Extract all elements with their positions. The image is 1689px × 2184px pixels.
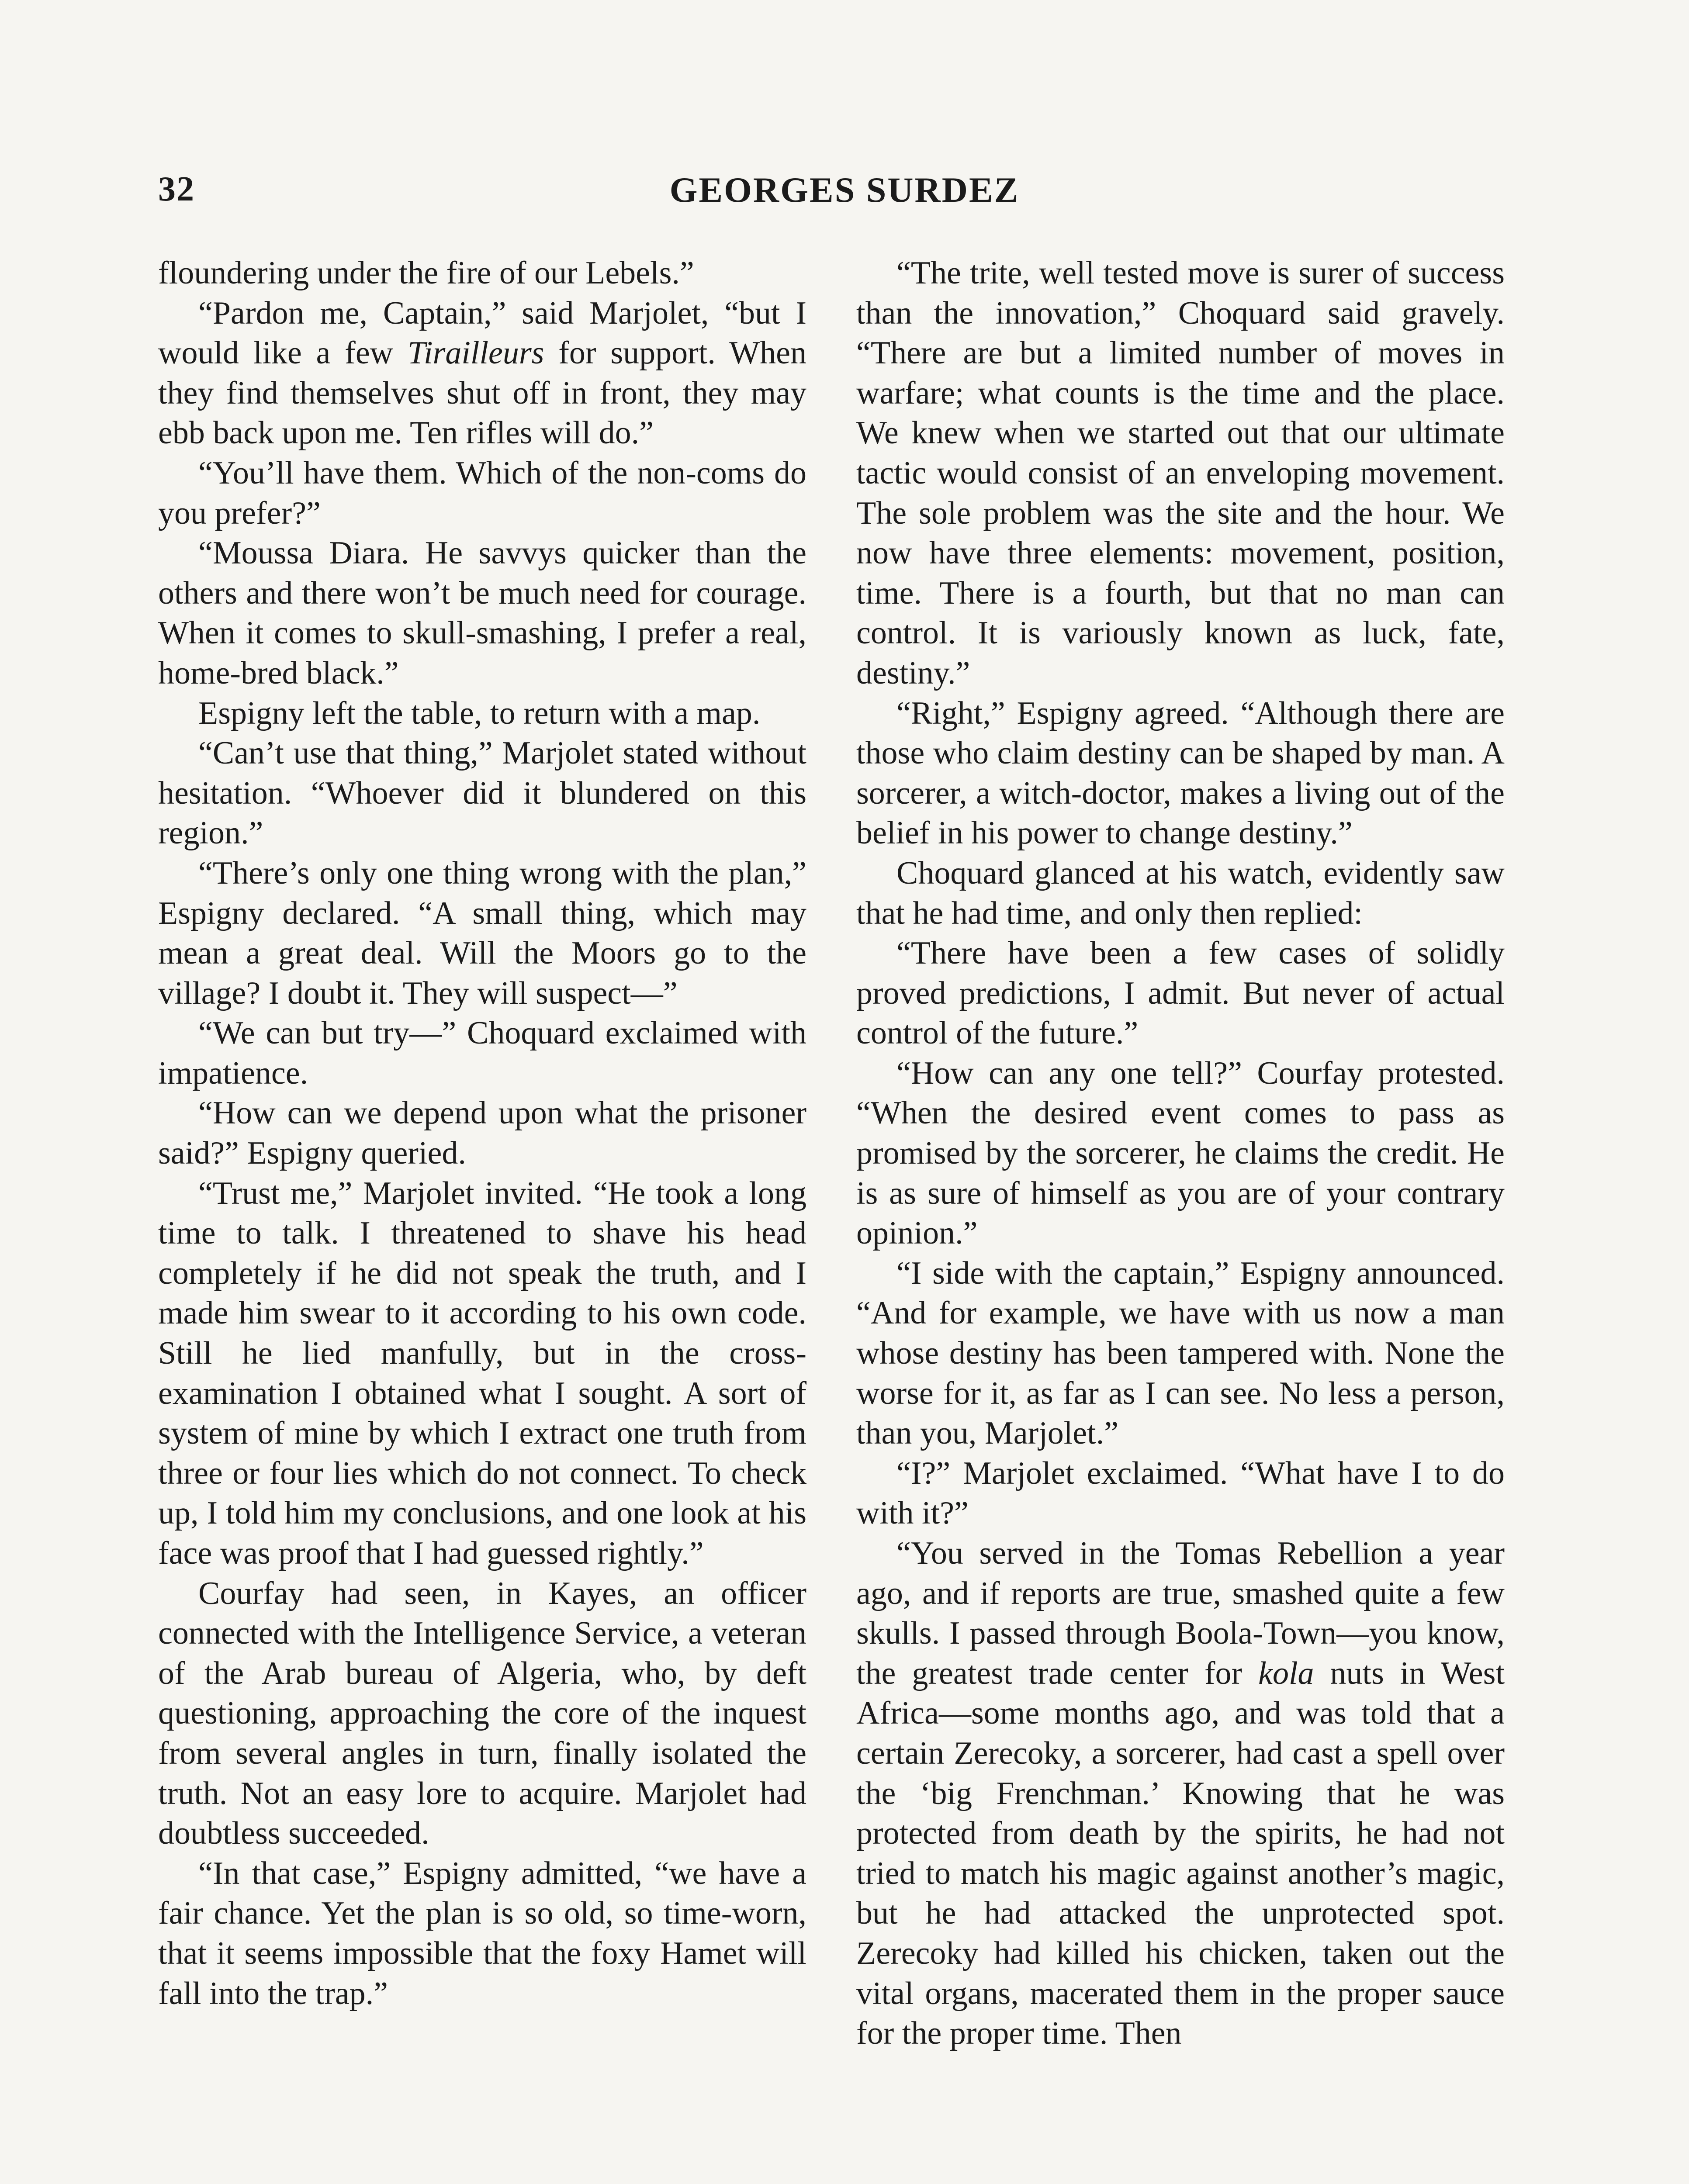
- paragraph: “I?” Marjolet exclaimed. “What have I to do with it?”: [856, 1455, 1505, 1531]
- paragraph-text: nuts in West Africa—some months ago, and was told that a certain Zerecoky, a sorcerer, had cast a spell over the ‘big Frenchman.’ Knowing that he was protected from death by the spirits, he had not tried to match his magic against another’s magic, but he had attacked the unprotected spot. Zerecoky had killed his chicken, taken out the vital organs, macerated them in the proper sauce for the proper time. Then: [856, 1655, 1505, 2052]
- paragraph: “Right,” Espigny agreed. “Although there are those who claim destiny can be shaped by man. A sorcerer, a witch-doctor, makes a living out of the belief in his power to change destiny.”: [856, 695, 1505, 851]
- paragraph: “Can’t use that thing,” Marjolet stated without hesitation. “Whoever did it blundered on this region.”: [158, 735, 806, 851]
- running-head: GEORGES SURDEZ: [669, 170, 1020, 210]
- paragraph: “Trust me,” Marjolet invited. “He took a long time to talk. I threatened to shave his head completely if he did not speak the truth, and I made him swear to it according to his own code. Still he lied manfully, but in the cross-examination I obtained what I sought. A sort of system of mine by which I extract one truth from three or four lies which do not connect. To check up, I told him my conclusions, and one look at his face was proof that I had guessed rightly.”: [158, 1175, 806, 1571]
- paragraph: “There have been a few cases of solidly proved predictions, I admit. But never of actual control of the future.”: [856, 935, 1505, 1051]
- paragraph: [158, 294, 806, 453]
- paragraph: “You’ll have them. Which of the non-coms do you prefer?”: [158, 455, 806, 531]
- italic-term: Tirailleurs: [407, 335, 544, 371]
- italic-term: kola: [1258, 1655, 1314, 1691]
- paragraph: floundering under the fire of our Lebels.”: [158, 255, 694, 291]
- left-column: [158, 253, 806, 2014]
- right-column: [856, 253, 1505, 2054]
- paragraph: “How can we depend upon what the prisoner said?” Espigny queried.: [158, 1095, 806, 1171]
- paragraph: “In that case,” Espigny admitted, “we have a fair chance. Yet the plan is so old, so time-worn, that it seems impossible that the foxy Hamet will fall into the trap.”: [158, 1855, 806, 2011]
- paragraph: “We can but try—” Choquard exclaimed with impatience.: [158, 1015, 806, 1091]
- paragraph: “Moussa Diara. He savvys quicker than the others and there won’t be much need for courage. When it comes to skull-smashing, I prefer a real, home-bred black.”: [158, 535, 806, 691]
- paragraph-text: “You served in the Tomas Rebellion a year ago, and if reports are true, smashed quite a few skulls. I passed through Boola-Town—you know, the greatest trade center for: [856, 1535, 1505, 1691]
- paragraph: “How can any one tell?” Courfay protested. “When the desired event comes to pass as promised by the sorcerer, he claims the credit. He is as sure of himself as you are of your contrary opinion.”: [856, 1055, 1505, 1251]
- paragraph: Espigny left the table, to return with a map.: [198, 695, 761, 731]
- paragraph-text: “Pardon me, Captain,” said Marjolet, “but I would like a few: [158, 295, 806, 371]
- paragraph: Courfay had seen, in Kayes, an officer connected with the Intelligence Service, a veteran of the Arab bureau of Algeria, who, by deft questioning, approaching the core of the inquest from several angles in turn, finally isolated the truth. Not an easy lore to acquire. Marjolet had doubtless succeeded.: [158, 1575, 806, 1852]
- paragraph: [856, 1534, 1505, 2054]
- paragraph: Choquard glanced at his watch, evidently saw that he had time, and only then replied:: [856, 855, 1505, 931]
- paragraph: “The trite, well tested move is surer of success than the innovation,” Choquard said gravely. “There are but a limited number of moves in warfare; what counts is the time and the place. We knew when we started out that our ultimate tactic would consist of an enveloping movement. The sole problem was the site and the hour. We now have three elements: movement, position, time. There is a fourth, but that no man can control. It is variously known as luck, fate, destiny.”: [856, 255, 1505, 691]
- paragraph: “I side with the captain,” Espigny announced. “And for example, we have with us now a man whose destiny has been tampered with. None the worse for it, as far as I can see. No less a person, than you, Marjolet.”: [856, 1255, 1505, 1451]
- page-number: 32: [158, 170, 195, 208]
- paragraph: “There’s only one thing wrong with the plan,” Espigny declared. “A small thing, which may mean a great deal. Will the Moors go to the village? I doubt it. They will suspect—”: [158, 855, 806, 1011]
- paragraph-text: for support. When they find themselves shut off in front, they may ebb back upon me. Ten rifles will do.”: [158, 335, 806, 451]
